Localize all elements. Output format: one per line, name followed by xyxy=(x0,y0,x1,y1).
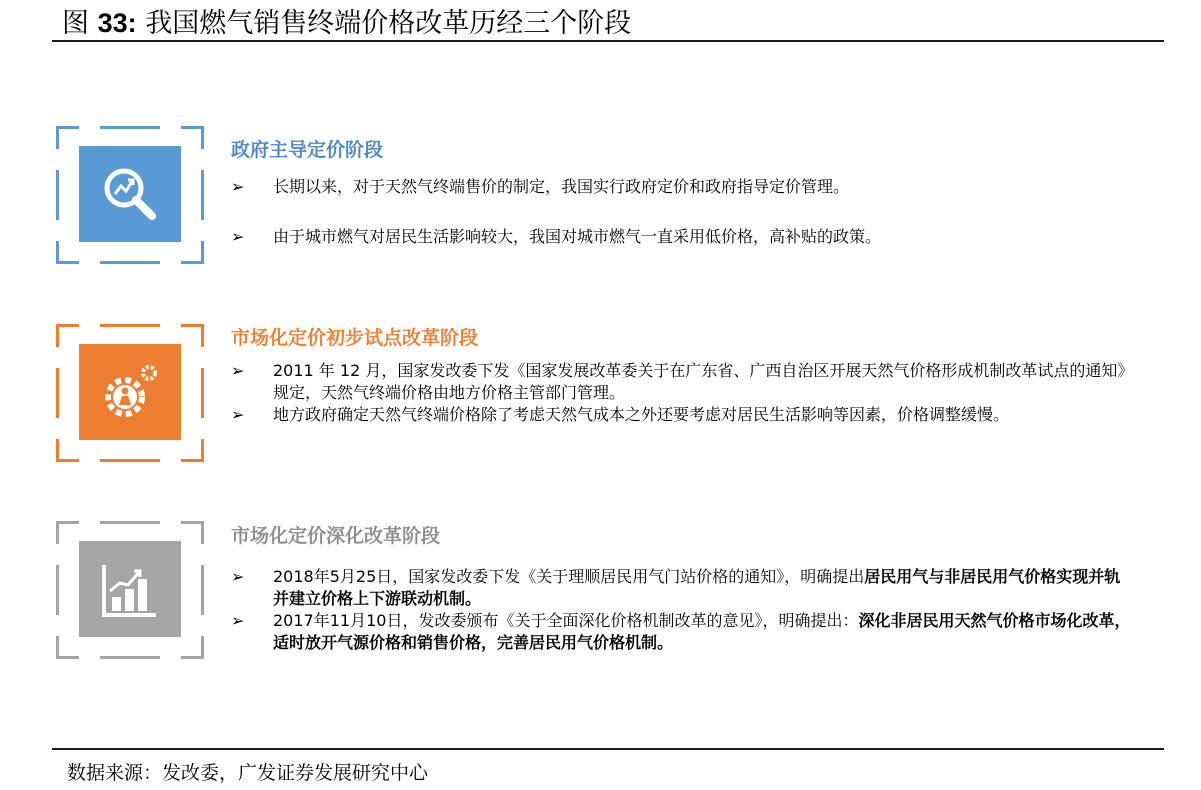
figure-title-text: 我国燃气销售终端价格改革历经三个阶段 xyxy=(145,8,632,39)
list-item xyxy=(231,566,1136,610)
bullet-text: 长期以来，对于天然气终端售价的制定，我国实行政府定价和政府指导定价管理。 xyxy=(273,177,850,196)
stage-1-title: 政府主导定价阶段 xyxy=(231,139,384,161)
top-rule xyxy=(52,40,1164,42)
list-item xyxy=(231,226,1136,248)
list-item xyxy=(231,610,1136,654)
bullet-arrow-icon: ➢ xyxy=(231,177,245,196)
stage-3-icon-frame xyxy=(56,521,204,659)
stage-2-icon-frame xyxy=(56,324,204,462)
stage-3-title: 市场化定价深化改革阶段 xyxy=(231,525,441,547)
stage-3-bullets xyxy=(231,566,1136,654)
list-item xyxy=(231,360,1136,404)
figure-number: 33: xyxy=(97,8,137,38)
bullet-arrow-icon: ➢ xyxy=(231,361,245,380)
bullet-bold-text: 居民用气与非居民用气价格实现并轨并建立价格上下游联动机制。 xyxy=(273,567,1121,608)
list-item xyxy=(231,176,1136,198)
bottom-rule xyxy=(52,748,1164,750)
analytics-magnifier-icon xyxy=(79,146,181,242)
growth-chart-icon xyxy=(79,541,181,637)
bullet-bold-text: 深化非居民用天然气价格市场化改革，适时放开气源价格和销售价格，完善居民用气价格机制。 xyxy=(273,611,1131,652)
bullet-arrow-icon: ➢ xyxy=(231,405,245,424)
data-source: 数据来源：发改委，广发证券发展研究中心 xyxy=(67,762,429,784)
bullet-text: 2011 年 12 月，国家发改委下发《国家发展改革委关于在广东省、广西自治区开展天然气价格形成机制改革试点的通知》规定，天然气终端价格由地方价格主管部门管理。 xyxy=(273,361,1134,402)
stage-1-icon-frame xyxy=(56,126,204,264)
bullet-arrow-icon: ➢ xyxy=(231,611,245,630)
worker-gear-icon xyxy=(79,344,181,440)
bullet-arrow-icon: ➢ xyxy=(231,227,245,246)
bullet-text: 2018年5月25日，国家发改委下发《关于理顺居民用气门站价格的通知》，明确提出 xyxy=(273,567,865,586)
stage-2-bullets xyxy=(231,360,1136,426)
figure-label: 图 xyxy=(62,8,89,39)
bullet-text: 由于城市燃气对居民生活影响较大，我国对城市燃气一直采用低价格，高补贴的政策。 xyxy=(273,227,882,246)
figure-title xyxy=(62,6,1162,40)
list-item xyxy=(231,404,1136,426)
bullet-text: 2017年11月10日，发改委颁布《关于全面深化价格机制改革的意见》，明确提出： xyxy=(273,611,859,630)
stage-1-bullets xyxy=(231,176,1136,248)
bullet-arrow-icon: ➢ xyxy=(231,567,245,586)
stage-2-title: 市场化定价初步试点改革阶段 xyxy=(231,327,479,349)
bullet-text: 地方政府确定天然气终端价格除了考虑天然气成本之外还要考虑对居民生活影响等因素，价格调整缓慢。 xyxy=(273,405,1010,424)
